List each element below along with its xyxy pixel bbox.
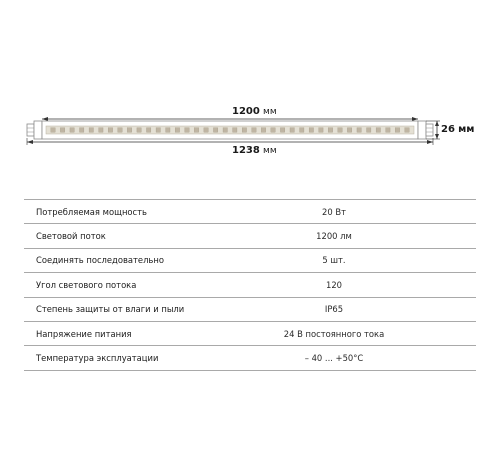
- led-chip: [137, 128, 141, 132]
- inner-length-dimension: [42, 117, 418, 121]
- led-chip: [175, 128, 179, 132]
- led-chip: [319, 128, 323, 132]
- led-chip: [309, 128, 313, 132]
- led-chip: [223, 128, 227, 132]
- led-chip: [233, 128, 237, 132]
- led-chip: [185, 128, 189, 132]
- led-chip: [271, 128, 275, 132]
- diameter-unit: мм: [458, 124, 475, 135]
- spec-name: Температура эксплуатации: [36, 353, 159, 364]
- led-chip: [99, 128, 103, 132]
- led-chip: [347, 128, 351, 132]
- table-row: [24, 346, 476, 370]
- lamp-svg: [0, 0, 500, 190]
- led-chip: [146, 128, 150, 132]
- left-end-cap: [27, 121, 42, 139]
- spec-value: 5 шт.: [322, 255, 346, 266]
- led-chip: [89, 128, 93, 132]
- led-chip: [261, 128, 265, 132]
- total-length-label: [232, 145, 277, 156]
- led-chip: [80, 128, 84, 132]
- led-chip: [376, 128, 380, 132]
- led-chip: [204, 128, 208, 132]
- table-row: [24, 273, 476, 297]
- led-chip: [367, 128, 371, 132]
- spec-value: 20 Вт: [322, 206, 346, 217]
- led-chip: [328, 128, 332, 132]
- led-chip: [213, 128, 217, 132]
- diameter-label: [441, 124, 474, 135]
- led-chip: [242, 128, 246, 132]
- table-row: [24, 249, 476, 273]
- led-chip: [51, 128, 55, 132]
- led-chip: [108, 128, 112, 132]
- spec-name: Степень защиты от влаги и пыли: [36, 304, 185, 315]
- spec-name: Угол светового потока: [36, 279, 137, 290]
- total-length-unit: мм: [263, 146, 277, 156]
- led-chip: [166, 128, 170, 132]
- right-end-cap: [418, 121, 433, 139]
- inner-length-label: [232, 106, 277, 117]
- led-chip: [252, 128, 256, 132]
- led-chip: [357, 128, 361, 132]
- spec-value: IP65: [324, 304, 344, 315]
- led-chip: [290, 128, 294, 132]
- table-row: [24, 298, 476, 322]
- led-chip: [386, 128, 390, 132]
- led-chip: [405, 128, 409, 132]
- led-chip: [395, 128, 399, 132]
- led-chip: [280, 128, 284, 132]
- led-chip: [338, 128, 342, 132]
- led-chip: [118, 128, 122, 132]
- table-row: [24, 224, 476, 248]
- led-chip: [156, 128, 160, 132]
- spec-name: Потребляемая мощность: [36, 206, 147, 217]
- inner-length-value: 1200: [232, 106, 260, 117]
- spec-value: 24 В постоянного тока: [283, 328, 385, 339]
- table-row: [24, 322, 476, 346]
- led-chip: [300, 128, 304, 132]
- led-chip: [70, 128, 74, 132]
- spec-value: 1200 лм: [316, 231, 352, 242]
- specifications-table: [24, 199, 476, 371]
- led-chip: [194, 128, 198, 132]
- led-chip: [127, 128, 131, 132]
- table-row: [24, 200, 476, 224]
- total-length-value: 1238: [232, 145, 260, 156]
- inner-length-unit: мм: [263, 107, 277, 117]
- spec-value: – 40 ... +50°С: [304, 353, 364, 364]
- lamp-dimension-drawing: [0, 0, 500, 190]
- spec-name: Напряжение питания: [36, 328, 132, 339]
- led-chip: [60, 128, 64, 132]
- diameter-value: 26: [441, 124, 455, 135]
- spec-name: Соединять последовательно: [36, 255, 164, 266]
- tube-body: [42, 121, 418, 139]
- spec-value: 120: [326, 279, 342, 290]
- spec-name: Световой поток: [36, 231, 106, 242]
